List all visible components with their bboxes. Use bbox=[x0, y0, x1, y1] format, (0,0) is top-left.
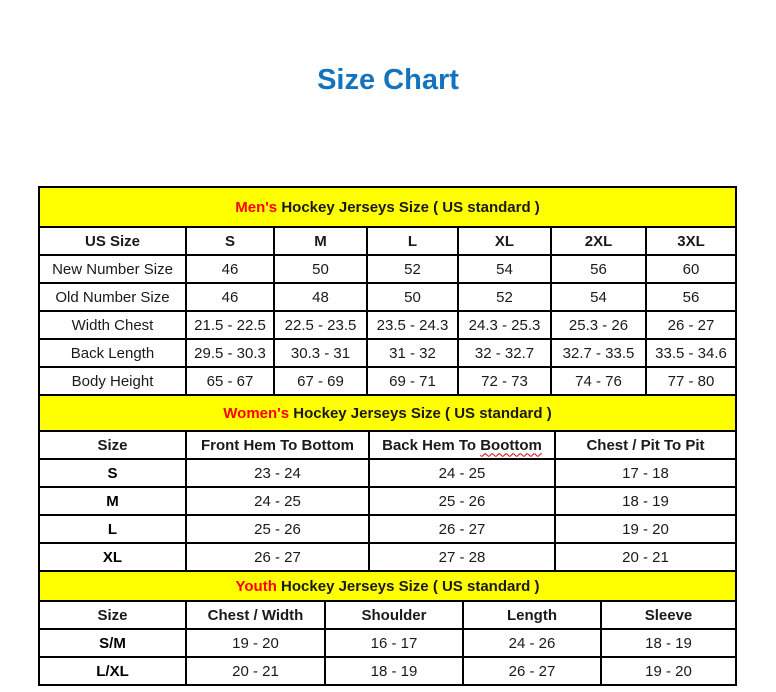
value-cell: 77 - 80 bbox=[646, 367, 736, 395]
section-band-women: Women's Hockey Jerseys Size ( US standard ) bbox=[39, 395, 736, 431]
value-cell: 52 bbox=[458, 283, 551, 311]
column-header: US Size bbox=[39, 227, 186, 255]
row-label-cell: XL bbox=[39, 543, 186, 571]
value-cell: 46 bbox=[186, 283, 274, 311]
misspelled-word: Boottom bbox=[480, 436, 542, 454]
size-table-youth bbox=[38, 570, 737, 686]
row-label-cell: L/XL bbox=[39, 657, 186, 685]
value-cell: 25 - 26 bbox=[186, 515, 369, 543]
table-row bbox=[39, 657, 736, 685]
table-row bbox=[39, 515, 736, 543]
column-header: M bbox=[274, 227, 367, 255]
value-cell: 67 - 69 bbox=[274, 367, 367, 395]
value-cell: 46 bbox=[186, 255, 274, 283]
column-header: Size bbox=[39, 601, 186, 629]
value-cell: 32.7 - 33.5 bbox=[551, 339, 646, 367]
value-cell: 72 - 73 bbox=[458, 367, 551, 395]
value-cell: 24 - 25 bbox=[369, 459, 555, 487]
row-label-cell: Old Number Size bbox=[39, 283, 186, 311]
column-header: 2XL bbox=[551, 227, 646, 255]
column-header: Size bbox=[39, 431, 186, 459]
value-cell: 29.5 - 30.3 bbox=[186, 339, 274, 367]
column-header: XL bbox=[458, 227, 551, 255]
value-cell: 27 - 28 bbox=[369, 543, 555, 571]
column-header: Sleeve bbox=[601, 601, 736, 629]
size-table-men bbox=[38, 186, 737, 396]
value-cell: 24.3 - 25.3 bbox=[458, 311, 551, 339]
table-row bbox=[39, 255, 736, 283]
table-row bbox=[39, 367, 736, 395]
row-label-cell: L bbox=[39, 515, 186, 543]
row-label-cell: Body Height bbox=[39, 367, 186, 395]
value-cell: 18 - 19 bbox=[555, 487, 736, 515]
table-row bbox=[39, 311, 736, 339]
row-label-cell: Back Length bbox=[39, 339, 186, 367]
value-cell: 30.3 - 31 bbox=[274, 339, 367, 367]
value-cell: 56 bbox=[646, 283, 736, 311]
table-row bbox=[39, 459, 736, 487]
column-header: Back Hem To Boottom bbox=[369, 431, 555, 459]
value-cell: 16 - 17 bbox=[325, 629, 463, 657]
column-header: S bbox=[186, 227, 274, 255]
value-cell: 52 bbox=[367, 255, 458, 283]
column-header: Chest / Pit To Pit bbox=[555, 431, 736, 459]
value-cell: 26 - 27 bbox=[646, 311, 736, 339]
column-header: L bbox=[367, 227, 458, 255]
column-header: Length bbox=[463, 601, 601, 629]
value-cell: 18 - 19 bbox=[325, 657, 463, 685]
value-cell: 24 - 25 bbox=[186, 487, 369, 515]
value-cell: 21.5 - 22.5 bbox=[186, 311, 274, 339]
section-band-accent: Women's bbox=[223, 404, 290, 422]
value-cell: 23 - 24 bbox=[186, 459, 369, 487]
page-title: Size Chart bbox=[317, 64, 459, 96]
table-row bbox=[39, 283, 736, 311]
value-cell: 25 - 26 bbox=[369, 487, 555, 515]
value-cell: 48 bbox=[274, 283, 367, 311]
value-cell: 23.5 - 24.3 bbox=[367, 311, 458, 339]
value-cell: 31 - 32 bbox=[367, 339, 458, 367]
column-header: Chest / Width bbox=[186, 601, 325, 629]
size-chart-page bbox=[0, 64, 776, 692]
column-header: Shoulder bbox=[325, 601, 463, 629]
row-label-cell: New Number Size bbox=[39, 255, 186, 283]
value-cell: 26 - 27 bbox=[463, 657, 601, 685]
size-table-women bbox=[38, 394, 737, 572]
table-row bbox=[39, 339, 736, 367]
row-label-cell: S/M bbox=[39, 629, 186, 657]
value-cell: 18 - 19 bbox=[601, 629, 736, 657]
value-cell: 20 - 21 bbox=[186, 657, 325, 685]
value-cell: 65 - 67 bbox=[186, 367, 274, 395]
value-cell: 74 - 76 bbox=[551, 367, 646, 395]
column-header: 3XL bbox=[646, 227, 736, 255]
table-row bbox=[39, 487, 736, 515]
row-label-cell: Width Chest bbox=[39, 311, 186, 339]
value-cell: 25.3 - 26 bbox=[551, 311, 646, 339]
value-cell: 22.5 - 23.5 bbox=[274, 311, 367, 339]
value-cell: 19 - 20 bbox=[186, 629, 325, 657]
value-cell: 60 bbox=[646, 255, 736, 283]
section-band-accent: Youth bbox=[235, 577, 277, 595]
value-cell: 24 - 26 bbox=[463, 629, 601, 657]
value-cell: 50 bbox=[367, 283, 458, 311]
section-band-youth: Youth Hockey Jerseys Size ( US standard ) bbox=[39, 571, 736, 601]
value-cell: 33.5 - 34.6 bbox=[646, 339, 736, 367]
section-band-accent: Men's bbox=[235, 198, 278, 216]
value-cell: 17 - 18 bbox=[555, 459, 736, 487]
value-cell: 54 bbox=[458, 255, 551, 283]
section-band-men: Men's Hockey Jerseys Size ( US standard ) bbox=[39, 187, 736, 227]
table-row bbox=[39, 543, 736, 571]
value-cell: 50 bbox=[274, 255, 367, 283]
table-row bbox=[39, 629, 736, 657]
value-cell: 56 bbox=[551, 255, 646, 283]
value-cell: 26 - 27 bbox=[369, 515, 555, 543]
row-label-cell: M bbox=[39, 487, 186, 515]
value-cell: 19 - 20 bbox=[601, 657, 736, 685]
value-cell: 20 - 21 bbox=[555, 543, 736, 571]
row-label-cell: S bbox=[39, 459, 186, 487]
size-chart-tables bbox=[38, 186, 735, 686]
value-cell: 69 - 71 bbox=[367, 367, 458, 395]
column-header: Front Hem To Bottom bbox=[186, 431, 369, 459]
value-cell: 32 - 32.7 bbox=[458, 339, 551, 367]
value-cell: 26 - 27 bbox=[186, 543, 369, 571]
value-cell: 54 bbox=[551, 283, 646, 311]
value-cell: 19 - 20 bbox=[555, 515, 736, 543]
